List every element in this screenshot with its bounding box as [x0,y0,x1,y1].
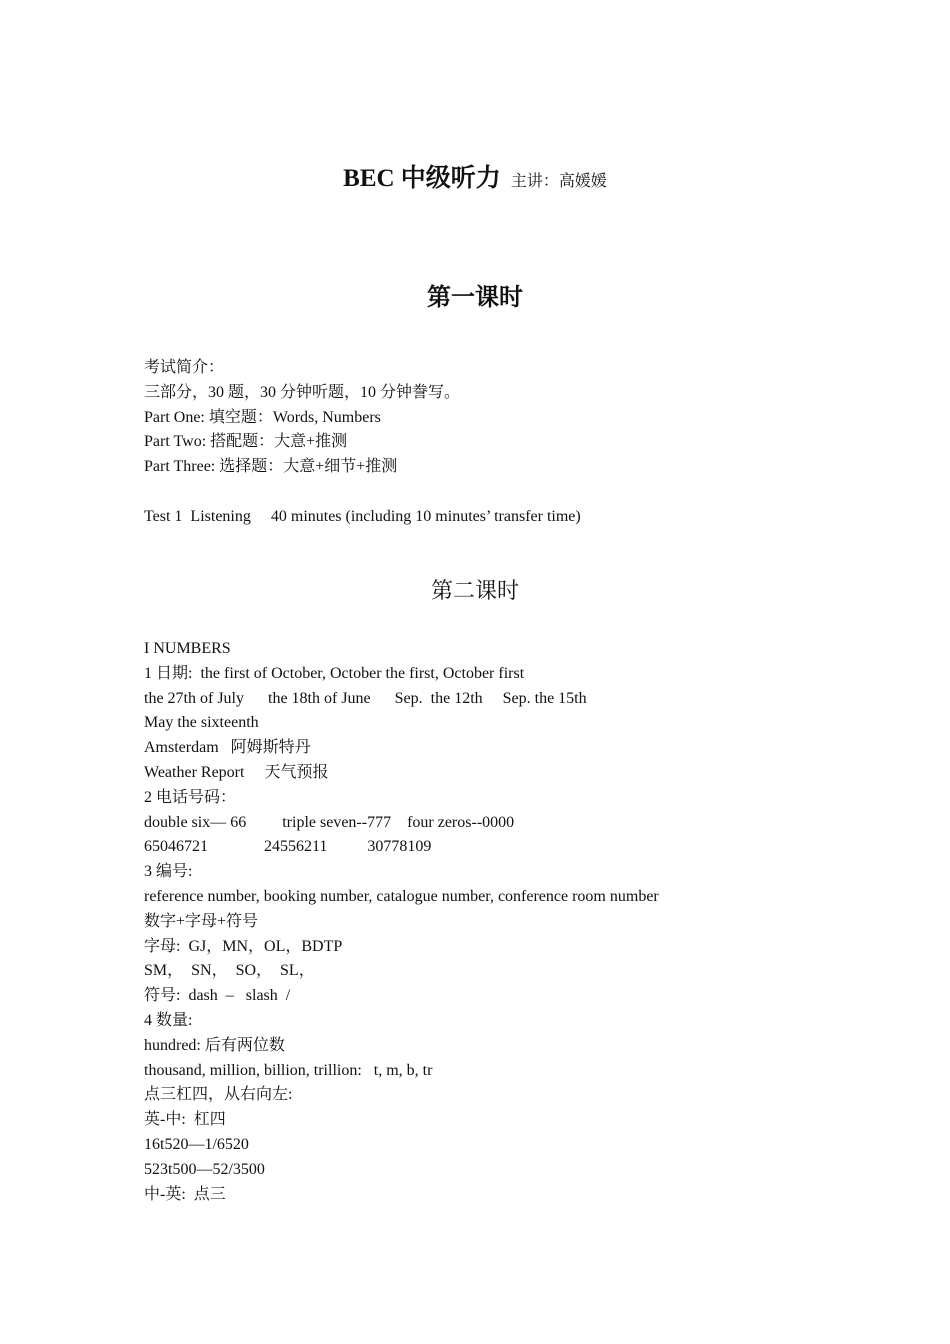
lesson-2-heading: 第二课时 [430,579,519,604]
numbers-line: 4 数量: [144,1011,193,1029]
numbers-line: double six— 66 triple seven--777 four zeros--0000 [144,813,515,831]
lesson-1-heading: 第一课时 [427,283,523,311]
numbers-line: SM， SN， SO， SL， [144,962,315,980]
intro-line: 三部分，30 题，30 分钟听题，10 分钟誊写。 [144,383,461,401]
intro-line: Part Three: 选择题：大意+细节+推测 [144,458,398,476]
numbers-line: Amsterdam 阿姆斯特丹 [144,739,311,757]
lecturer-name: 主讲：高媛媛 [510,173,607,190]
test-info-line: Test 1 Listening 40 minutes (including 10 minutes’ transfer time) [144,508,581,525]
intro-line: Part One: 填空题：Words, Numbers [144,408,381,426]
numbers-line: 符号: dash – slash / [144,987,291,1005]
numbers-line: 16t520—1/6520 [144,1135,249,1153]
intro-line: 考试简介： [144,359,225,376]
numbers-line: 3 编号: [144,863,193,881]
intro-line: Part Two: 搭配题：大意+推测 [144,433,348,451]
numbers-line: I NUMBERS [144,640,231,657]
exam-intro [144,356,844,480]
numbers-line: 点三杠四，从右向左: [144,1086,293,1104]
numbers-line: 字母: GJ，MN，OL，BDTP [144,937,343,955]
numbers-line: Weather Report 天气预报 [144,763,329,781]
course-title: BEC 中级听力 [343,165,501,192]
numbers-line: 数字+字母+符号 [144,912,259,930]
numbers-line: 65046721 24556211 30778109 [144,838,432,856]
numbers-line: 523t500—52/3500 [144,1160,265,1178]
numbers-line: hundred: 后有两位数 [144,1036,285,1054]
document-title [0,158,950,194]
numbers-line: 英-中: 杠四 [144,1111,226,1129]
numbers-section [144,637,844,1207]
test-info [144,505,844,530]
numbers-line: 中-英: 点三 [144,1185,226,1203]
numbers-line: reference number, booking number, catalogue number, conference room number [144,887,659,905]
numbers-line: 1 日期: the first of October, October the first, October first [144,664,525,682]
numbers-line: 2 电话号码： [144,788,237,806]
numbers-line: the 27th of July the 18th of June Sep. the 12th Sep. the 15th [144,689,587,707]
numbers-line: thousand, million, billion, trillion: t, m, b, tr [144,1061,433,1079]
numbers-line: May the sixteenth [144,714,259,732]
